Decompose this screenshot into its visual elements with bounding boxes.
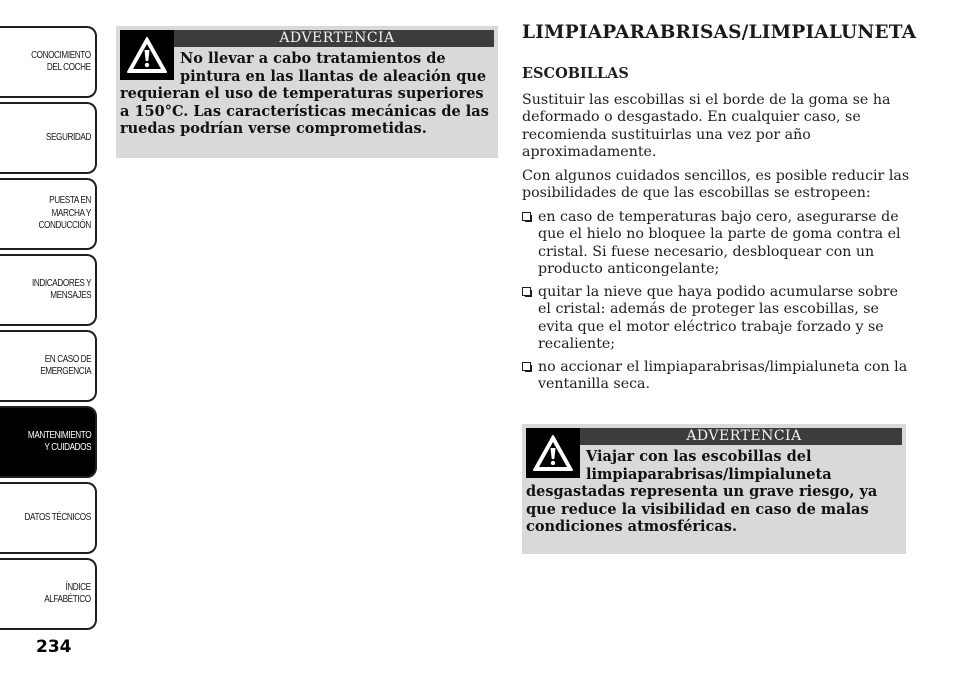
tab-mantenimiento-y-cuidados[interactable] [0, 406, 97, 478]
paragraph: Sustituir las escobillas si el borde de la goma se ha deformado o desgastado. En cualquier caso, se recomienda sustituirlas una vez por año aproximadamente. [522, 91, 891, 160]
list-item [522, 284, 912, 354]
tab-label: MANTENIMIENTO Y CUIDADOS [27, 429, 91, 453]
warning-box-wipers [522, 424, 906, 554]
tab-label: ÍNDICE ALFABÉTICO [44, 581, 91, 605]
warning-text: No llevar a cabo tratamientos de pintura en las llantas de aleación que requieran el uso de temperaturas superiores a 150°C. Las características mecánicas de las ruedas podrían verse comprometidas. [120, 50, 489, 137]
tab-label: CONOCIMIENTO DEL COCHE [31, 49, 91, 73]
warning-title: ADVERTENCIA [526, 428, 902, 445]
section-body [522, 65, 912, 399]
list-item [522, 359, 912, 394]
subheading: ESCOBILLAS [522, 65, 629, 82]
tab-indice-alfabetico[interactable] [0, 558, 97, 630]
list-item [522, 209, 912, 279]
tab-en-caso-de-emergencia[interactable] [0, 330, 97, 402]
tab-datos-tecnicos[interactable] [0, 482, 97, 554]
list-item-text: quitar la nieve que haya podido acumularse sobre el cristal: además de proteger las escobillas, se evita que el motor eléctrico trabaje forzado y se recaliente; [538, 283, 898, 352]
paragraph: Con algunos cuidados sencillos, es posible reducir las posibilidades de que las escobillas se estropeen: [522, 167, 910, 201]
warning-box-paint [116, 26, 498, 158]
tab-label: DATOS TÉCNICOS [24, 511, 91, 523]
tab-puesta-en-marcha[interactable] [0, 178, 97, 250]
list-item-text: en caso de temperaturas bajo cero, asegurarse de que el hielo no bloquee la parte de goma contra el cristal. Si fuese necesario, desbloquear con un producto anticongelante; [538, 208, 901, 277]
warning-text: Viajar con las escobillas del limpiaparabrisas/limpialuneta desgastadas representa un grave riesgo, ya que reduce la visibilidad en caso de malas condiciones atmosféricas. [526, 448, 878, 535]
warning-triangle-icon [526, 428, 580, 478]
tab-label: INDICADORES Y MENSAJES [31, 277, 91, 301]
page-number: 234 [36, 637, 72, 657]
checkbox-bullet-icon [522, 287, 531, 296]
warning-triangle-icon [120, 30, 174, 80]
checkbox-bullet-icon [522, 362, 531, 371]
tab-conocimiento-del-coche[interactable] [0, 26, 97, 98]
tab-seguridad[interactable] [0, 102, 97, 174]
tab-label: SEGURIDAD [45, 131, 91, 143]
list-item-text: no accionar el limpiaparabrisas/limpialuneta con la ventanilla seca. [538, 358, 908, 392]
warning-title: ADVERTENCIA [120, 30, 494, 47]
checkbox-bullet-icon [522, 212, 531, 221]
section-title: LIMPIAPARABRISAS/LIMPIALUNETA [522, 22, 917, 43]
tab-label: PUESTA EN MARCHA Y CONDUCCIÓN [38, 195, 91, 232]
tab-indicadores-y-mensajes[interactable] [0, 254, 97, 326]
tab-label: EN CASO DE EMERGENCIA [39, 353, 91, 377]
bullet-list [522, 209, 912, 394]
